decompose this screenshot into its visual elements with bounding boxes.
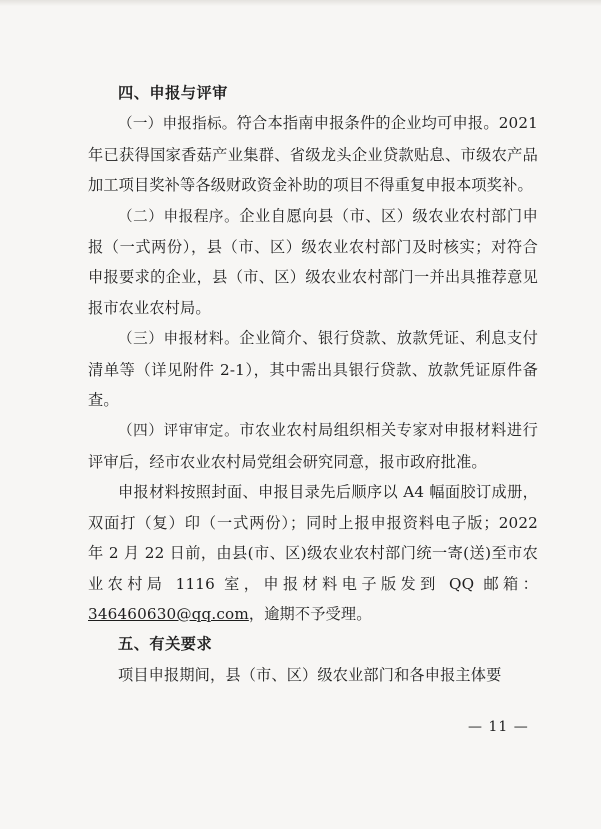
paragraph-lead: （二）申报程序。 (118, 207, 240, 225)
paragraph-text: 企业简介、银行贷款、放款凭证、利息支付清单等（详见附件 2-1），其中需出具银行贷款、放款凭证原件备查。 (88, 329, 539, 410)
document-body (88, 78, 538, 690)
paragraph-lead: （三）申报材料。 (118, 330, 240, 348)
paragraph-declaration-materials (88, 323, 538, 415)
paragraph-text: 符合本指南申报条件的企业均可申报。2021 年已获得国家香菇产业集群、省级龙头企业贷款贴息、市级农产品加工项目奖补等各级财政资金补助的项目不得重复申报本项奖补。 (88, 114, 538, 195)
email-link[interactable]: 346460630@qq.com (88, 604, 249, 623)
section-4-heading: 四、申报与评审 (118, 84, 228, 102)
paragraph-text: 市农业农村局组织相关专家对申报材料进行评审后，经市农业农村局党组会研究同意，报市政府批准。 (88, 421, 539, 471)
paragraph-declaration-targets (88, 108, 538, 200)
paragraph-submission-format (88, 477, 538, 629)
paragraph-lead: （四）评审审定。 (118, 422, 240, 440)
paragraph-text: 申报材料按照封面、申报目录先后顺序以 A4 幅面胶订成册，双面打（复）印（一式两份）；同时上报申报资料电子版；2022 年 2 月 22 日前，由县(市、区)级农业农村部门统一寄(送)至市农业农村局 1116 室，申报材料电子版发到 QQ 邮箱： (88, 483, 538, 593)
paragraph-requirements: 项目申报期间，县（市、区）级农业部门和各申报主体要 (118, 665, 502, 684)
section-5-heading: 五、有关要求 (118, 635, 213, 654)
page-edge-shadow (0, 0, 601, 6)
paragraph-review-approval (88, 415, 538, 477)
paragraph-text: 企业自愿向县（市、区）级农业农村部门申报（一式两份），县（市、区）级农业农村部门及时核实；对符合申报要求的企业，县（市、区）级农业农村部门一并出具推荐意见报市农业农村局。 (88, 206, 539, 317)
page-number: — 11 — (468, 719, 529, 735)
paragraph-lead: （一）申报指标。 (118, 115, 237, 133)
paragraph-declaration-procedure (88, 201, 538, 324)
paragraph-text: ，逾期不予受理。 (248, 604, 372, 623)
